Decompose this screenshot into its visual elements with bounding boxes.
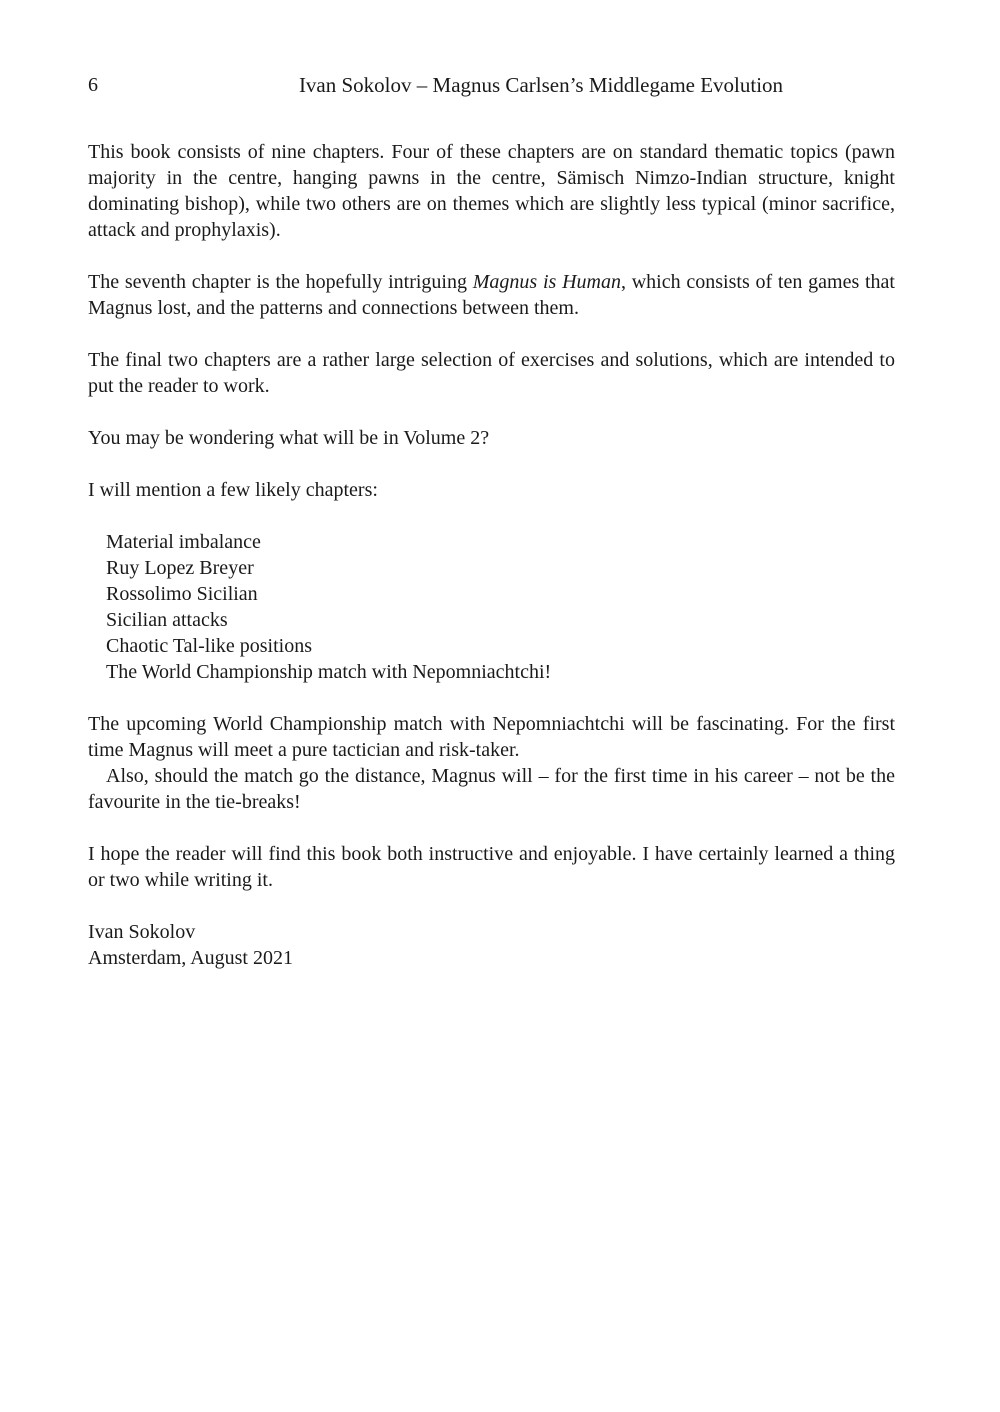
page-body xyxy=(88,139,895,971)
list-item: Ruy Lopez Breyer xyxy=(106,557,254,579)
list-item: Sicilian attacks xyxy=(106,609,228,631)
likely-chapters-list xyxy=(88,529,895,685)
chapter-title-italic: Magnus is Human xyxy=(472,271,621,293)
list-item: Material imbalance xyxy=(106,531,261,553)
list-item: Chaotic Tal-like positions xyxy=(106,635,312,657)
paragraph-closing: I hope the reader will find this book both instructive and enjoyable. I have certainly learned a thing or two while writing it. xyxy=(88,843,895,891)
paragraph-seventh-chapter xyxy=(88,269,895,321)
place-and-date: Amsterdam, August 2021 xyxy=(88,947,293,969)
paragraph-seventh-chapter-start: The seventh chapter is the hopefully intriguing xyxy=(88,271,473,293)
running-title: Ivan Sokolov – Magnus Carlsen’s Middlegame Evolution xyxy=(298,73,784,97)
list-item: Rossolimo Sicilian xyxy=(106,583,258,605)
signature-block xyxy=(88,919,895,971)
author-name: Ivan Sokolov xyxy=(88,921,196,943)
paragraph-upcoming-match: The upcoming World Championship match with Nepomniachtchi will be fascinating. For the first time Magnus will meet a pure tactician and risk-taker. xyxy=(88,713,895,761)
list-item: The World Championship match with Nepomniachtchi! xyxy=(106,661,552,683)
paragraph-volume-two-question: You may be wondering what will be in Volume 2? xyxy=(88,427,490,449)
paragraph-seventh-chapter-end: , which consists of ten games that Magnus lost, and the patterns and connections between them. xyxy=(88,271,895,319)
paragraph-likely-chapters-intro: I will mention a few likely chapters: xyxy=(88,479,378,501)
paragraph-final-chapters: The final two chapters are a rather large selection of exercises and solutions, which are intended to put the reader to work. xyxy=(88,349,895,397)
page-number: 6 xyxy=(88,74,98,96)
paragraph-tie-breaks: Also, should the match go the distance, Magnus will – for the first time in his career – not be the favourite in the tie-breaks! xyxy=(88,765,895,813)
paragraph-chapters-overview: This book consists of nine chapters. Four of these chapters are on standard thematic topics (pawn majority in the centre, hanging pawns in the centre, Sämisch Nimzo-Indian structure, knight dominating bishop), while two others are on themes which are slightly less typical (minor sacrifice, attack and prophylaxis). xyxy=(88,141,895,241)
